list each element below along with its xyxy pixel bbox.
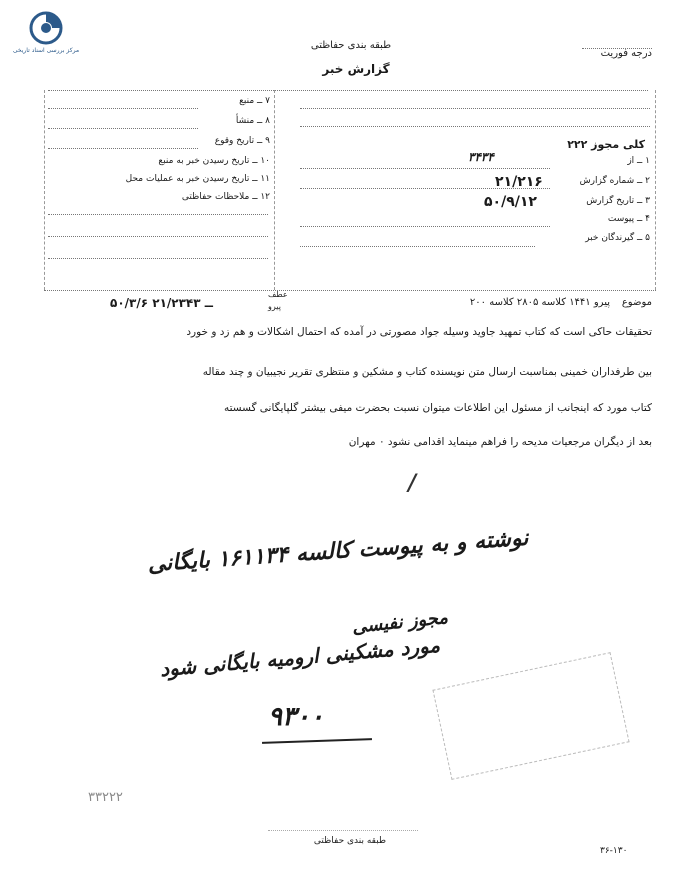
classification-code: کلی مجوز ۲۲۲ (567, 138, 645, 151)
body-line-1: تحقیقات حاکی است که کتاب تمهید جاوید وسیله جواد مصورتی در آمده که احتمال اشکالات و هم زد و خورد (186, 326, 652, 338)
footer-code: ۳۶-۱۳۰ (600, 846, 628, 856)
header-rule (48, 90, 648, 91)
handwritten-note-line-3: مورد مشکینی ارومیه بایگانی شود (159, 632, 441, 682)
priority-label: درجه فوریت (600, 48, 652, 59)
header-title: گزارش خبر (322, 62, 390, 76)
from-value: ۳۴۳۴ (468, 150, 494, 164)
archive-logo (6, 10, 86, 54)
faint-stamp-box (432, 652, 629, 780)
handwritten-note-line-1: نوشته و به پیوست کالسه ۱۶۱۱۳۴ بایگانی (146, 524, 530, 578)
left-dots-5 (48, 236, 268, 237)
check-mark: / (408, 470, 417, 496)
subject-text: پیرو ۱۴۴۱ کلاسه ۲۸۰۵ کلاسه ۲۰۰ (469, 297, 610, 308)
field-ops-date: ۱۱ ــ تاریخ رسیدن خبر به عملیات محل (125, 174, 270, 184)
header-classification: طبقه بندی حفاظتی (310, 40, 392, 51)
field-source: ۷ ــ منبع (239, 96, 270, 106)
footer-classification: طبقه بندی حفاظتی (313, 836, 387, 846)
field-recipients: ۵ ــ گیرندگان خبر (585, 233, 650, 243)
ref-prefix: پیرو (268, 302, 281, 311)
body-line-4: بعد از دیگران مرجعیات مدیحه را فراهم مینماید اقدامی نشود ۰ مهران (348, 436, 652, 448)
number-underline (262, 738, 372, 744)
field-origin: ۸ ــ منشأ (235, 116, 270, 126)
field-event-date: ۹ ــ تاریخ وقوع (214, 136, 270, 146)
ref-label: عطف (268, 290, 288, 299)
field-source-date: ۱۰ ــ تاریخ رسیدن خبر به منبع (158, 156, 270, 166)
field-attachment: ۴ ــ پیوست (607, 214, 650, 224)
field-report-date: ۳ ــ تاریخ گزارش (586, 196, 650, 206)
report-no-value: ۲۱/۲۱۶ (495, 174, 543, 190)
right-dots-5 (300, 226, 550, 227)
divider-left (44, 90, 45, 290)
divider-right (655, 90, 656, 290)
fields-bottom-rule (44, 290, 656, 291)
left-dots-6 (48, 258, 268, 259)
archive-emblem-icon (24, 10, 68, 46)
footer-seal-smudge (268, 808, 418, 831)
handwritten-number: ۹۳۰۰ (268, 702, 324, 732)
body-line-3: کتاب مورد که اینجانب از مسئول این اطلاعات میتوان نسبت بحضرت میفی بیشتر گلپایگانی گسسته (223, 402, 652, 414)
right-dots-6 (300, 246, 535, 247)
faint-stamp-number: ۳۳۲۲۲ (88, 790, 123, 805)
subject-label: موضوع (621, 297, 652, 308)
report-date-value: ۵۰/۹/۱۲ (484, 194, 537, 210)
right-dots-2 (300, 126, 650, 127)
right-dots-3 (300, 168, 550, 169)
left-dots-4 (48, 214, 268, 215)
handwritten-note-line-2: مجوز نفیسی (351, 607, 449, 638)
left-dots-1 (48, 108, 198, 109)
right-dots-1 (300, 108, 650, 109)
left-dots-3 (48, 148, 198, 149)
field-report-no: ۲ ــ شماره گزارش (579, 176, 650, 186)
field-from: ۱ ــ از (627, 156, 650, 166)
ref-number: ۵۰/۳/۶ ــ ۲۱/۲۳۴۳ (110, 296, 213, 310)
body-line-2: بین طرفداران خمینی بمناسبت ارسال متن نویسنده کتاب و مشکین و منتظری تقریر نجیبیان و چند مقاله (202, 366, 652, 378)
field-security-notes: ۱۲ ــ ملاحظات حفاظتی (181, 192, 270, 202)
divider-middle (274, 90, 275, 290)
priority-dots (582, 48, 652, 49)
logo-caption: مرکز بررسی اسناد تاریخی (12, 47, 80, 54)
left-dots-2 (48, 128, 198, 129)
